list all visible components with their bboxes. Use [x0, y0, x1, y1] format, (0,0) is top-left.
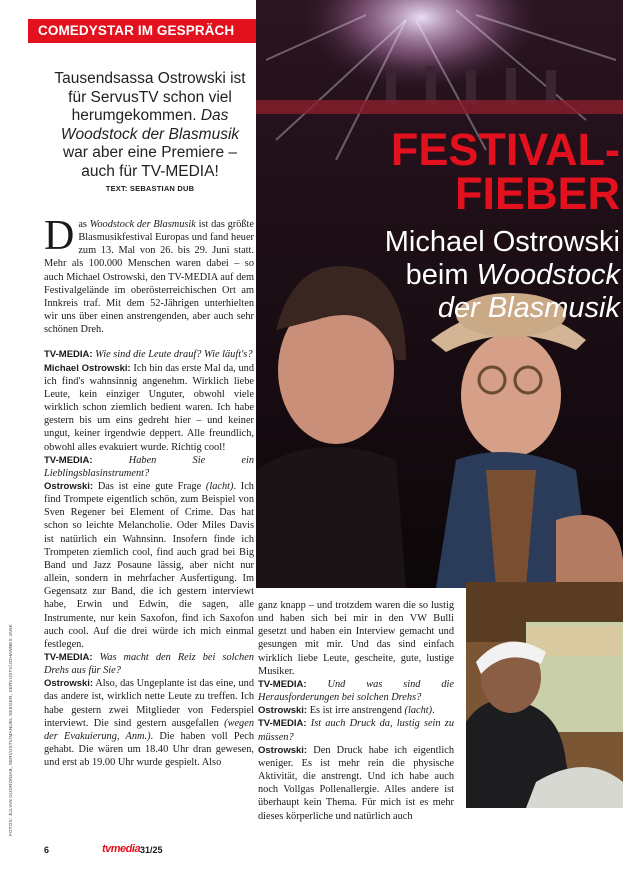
teaser-italic: Das Woodstock der Blasmusik [60, 107, 240, 143]
answer-text: Ich bin das erste Mal da, und ich find's wahnsinnig angenehm. Wirklich liebe Leute, kein einziger Unguter, obwohl viele wirklich schon ziemlich bedient waren. Ich habe gestern bis um eins gedreht hier – und keiner ungut, keiner irgendwie deppert. Alle freundlich, obwohl alles evakuiert wurde. Richtig cool! [44, 362, 254, 453]
teaser-text-2: war aber eine Premiere – auch für TV-MEDIA! [62, 144, 238, 180]
question-label: TV-MEDIA: [258, 678, 307, 690]
page-footer [44, 843, 264, 857]
question-text: Ist auch Druck da, lustig sein zu müssen? [258, 718, 454, 743]
subheadline [268, 226, 620, 325]
intro-italic: Woodstock der Blasmusik [89, 219, 196, 230]
question-label: TV-MEDIA: [44, 454, 93, 466]
intro-text-2: ist das größte Blasmusikfestival Europas und fand heuer zum 13. Mal von 26. bis 29. Juni statt. Mehr als 100.000 Menschen waren dabei – so auch Michael Ostrowski, den TV-MEDIA auf dem Festivalgelände im oberösterreichischen Ort am Innkreis traf. Mit dem 52-Jährigen unterhielten wir uns über einen anstrengenden, aber auch sehr schönen Dreh. [44, 219, 255, 336]
question-2 [44, 454, 254, 480]
brand-logo: tvmedia [102, 843, 141, 855]
answer-italic: (wegen der Evakuierung, Anm.) [44, 717, 254, 742]
question-text: Und was sind die Herausforderungen bei solchen Drehs? [258, 678, 454, 704]
answer-text: Das ist eine gute Frage [93, 480, 206, 492]
subheadline-italic-2: der Blasmusik [437, 292, 620, 324]
answer-label: Ostrowski: [44, 678, 94, 690]
intro-paragraph [44, 213, 255, 336]
issue-number: 31/25 [140, 845, 163, 855]
answer-label: Ostrowski: [258, 744, 308, 756]
subheadline-italic: Woodstock [476, 259, 620, 291]
secondary-photo [466, 582, 623, 808]
drop-cap: D [44, 213, 75, 259]
answer-text-2: . Die haben voll Pech gehabt. Die wären um 18.40 Uhr dran gewesen, und erst ab 19.00 Uhr wurde gespielt. Also [44, 730, 254, 769]
answer-italic: (lacht) [205, 480, 234, 492]
teaser-text: Tausendsassa Ostrowski ist für ServusTV schon viel herumgekommen. [54, 70, 246, 124]
question-text: Haben Sie ein Lieblingsblasinstrument? [44, 454, 254, 479]
subheadline-line-3 [268, 292, 620, 325]
secondary-photo-illustration [466, 582, 623, 808]
answer-3 [44, 677, 254, 769]
article-column-1 [44, 213, 255, 769]
question-1 [44, 348, 254, 361]
answer-1 [44, 362, 254, 454]
subheadline-line-2 [268, 259, 620, 292]
question-5 [258, 717, 454, 743]
question-4 [258, 678, 454, 704]
question-label: TV-MEDIA: [258, 718, 307, 730]
question-label: TV-MEDIA: [44, 349, 93, 361]
teaser [52, 70, 248, 181]
subheadline-line-1: Michael Ostrowski [384, 226, 620, 258]
answer-5 [258, 744, 454, 823]
byline: TEXT: SEBASTIAN DUB [105, 184, 195, 193]
answer-label: Michael Ostrowski: [44, 362, 131, 374]
question-text: Was macht den Reiz bei solchen Drehs aus für Sie? [44, 652, 254, 677]
answer-label: Ostrowski: [44, 480, 94, 492]
headline-line-1: FESTIVAL- [390, 124, 620, 175]
question-3 [44, 651, 254, 677]
answer-text-2: . Ich find Trompete eigentlich schön, zum Beispiel von Sven Regener bei Element of Crime. Das hat schon so leichte Melancholie. Oder Miles Davis ist natürlich ein Wahnsinn. Insofern finde ich Trompeten ziemlich cool, find auch grad bei Big Band und Jazz Posaune lässig, aber nicht nur allein, sondern in mehrfacher Ausfertigung. Im Gegensatz zur Band, die ich gestern interviewt habe, Erwin und Edwin, die sagen, alle Instrumente, nur kein Saxofon, find ich Saxofon auch cool. Auf die drei würde ich mich einmal festlegen. [44, 480, 254, 650]
answer-text: Es ist irre anstrengend [307, 705, 405, 717]
headline [268, 124, 620, 325]
question-label: TV-MEDIA: [44, 652, 93, 663]
question-text: Wie sind die Leute drauf? Wie läuft's? [92, 349, 253, 361]
answer-4 [258, 704, 454, 717]
photo-credit: FOTOS: JULIAN GUDRONIAB, SERVUSTV/MANUEL SEEGER, SERVUSTV/JOHANNES JANK [8, 624, 13, 836]
answer-3-continued: ganz knapp – und trotzdem waren die so lustig und haben sich bei mir in den VW Bulli gesetzt und haben ein Interview gemacht und gesungen mit mir. Und das sind einfach wirklich liebe Leute, gescheite, gute, lustige Musiker. [258, 600, 454, 677]
answer-text-2: . [432, 705, 435, 717]
section-kicker: COMEDYSTAR IM GESPRÄCH [28, 19, 256, 43]
answer-italic: (lacht) [404, 705, 433, 717]
subheadline-text: beim [405, 259, 477, 291]
page-number: 6 [44, 845, 50, 855]
answer-2 [44, 480, 254, 651]
intro-text: as [78, 219, 90, 230]
headline-line-2: FIEBER [454, 168, 620, 219]
article-column-2 [258, 599, 454, 823]
answer-text: Also, das Ungeplante ist das eine, und das andere ist, wirklich nette Leute zu treffen. Ich habe gestern zwei Mitglieder von Federspiel interviewt. Die sind gestern ausgefallen [44, 678, 254, 729]
answer-text: Den Druck habe ich eigentlich weniger. Es ist mehr rein die physische Aktivität, die anstrengt. Und ich habe auch noch Vollgas Pollenallergie. Alles andere ist überhaupt kein Thema. Für mich ist es mehr dieses körperliche und natürlich auch [258, 744, 454, 822]
answer-label: Ostrowski: [258, 705, 308, 717]
